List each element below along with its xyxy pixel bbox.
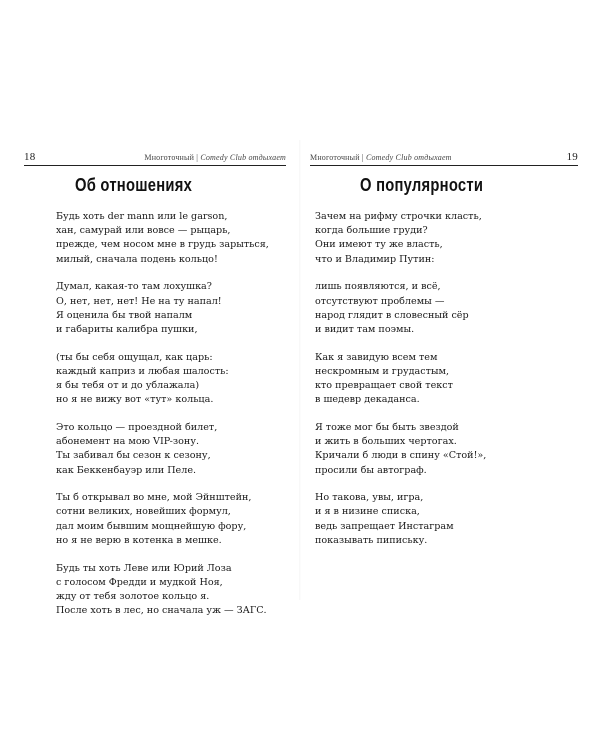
left-page-header (24, 149, 286, 166)
right-poem-body (315, 210, 595, 562)
poem-line: нескромным и грудастым, (315, 365, 450, 377)
poem-line: просили бы автограф. (315, 464, 427, 476)
right-header-title: Comedy Club отдыхает (365, 153, 452, 162)
poem-line: отсутствуют проблемы — (315, 295, 445, 307)
poem-line: но я не вижу вот «тут» кольца. (56, 394, 214, 406)
poem-line: Они имеют ту же власть, (315, 239, 443, 251)
poem-line: и видит там поэмы. (315, 323, 415, 335)
right-stanza-3 (315, 351, 595, 408)
poem-line: Но такова, увы, игра, (315, 492, 424, 504)
poem-line: жду от тебя золотое кольцо я. (56, 590, 210, 602)
poem-line: и я в низине списка, (315, 506, 420, 518)
poem-line: я бы тебя от и до ублажала) (56, 380, 200, 392)
poem-line: Как я завидую всем тем (315, 351, 438, 363)
poem-line: лишь появляются, и всё, (315, 281, 441, 293)
left-poem-body (56, 210, 296, 632)
left-page-number: 18 (24, 151, 36, 163)
poem-line: Будь ты хоть Леве или Юрий Лоза (56, 562, 232, 574)
right-page-number: 19 (566, 151, 578, 163)
right-page (300, 0, 600, 750)
poem-line: Я оценила бы твой напалм (56, 309, 193, 321)
poem-line: с голосом Фредди и мудкой Ноя, (56, 576, 223, 588)
right-stanza-2 (315, 280, 595, 337)
right-poem-title: О популярности (360, 175, 484, 195)
right-running-header (310, 153, 452, 162)
poem-line: когда большие груди? (315, 225, 428, 237)
right-stanza-5 (315, 491, 595, 548)
right-stanza-1 (315, 210, 595, 267)
poem-line: хан, самурай или вовсе — рыцарь, (56, 225, 231, 237)
poem-line: дал моим бывшим мощнейшую фору, (56, 520, 247, 532)
poem-line: как Беккенбауэр или Пеле. (56, 464, 197, 476)
poem-line: Будь хоть der mann или le garson, (56, 211, 228, 222)
poem-line: каждый каприз и любая шалость: (56, 365, 229, 377)
left-stanza-2 (56, 280, 296, 337)
poem-line: и габариты калибра пушки, (56, 323, 198, 335)
poem-line: и жить в больших чертогах. (315, 436, 457, 448)
poem-line: О, нет, нет, нет! Не на ту напал! (56, 295, 222, 307)
left-header-separator: | (196, 153, 199, 162)
left-stanza-4 (56, 421, 296, 478)
left-poem-title: Об отношениях (75, 175, 193, 195)
poem-line: сотни великих, новейших формул, (56, 506, 231, 518)
left-stanza-3 (56, 351, 296, 408)
poem-line: кто превращает свой текст (315, 380, 453, 392)
poem-line: что и Владимир Путин: (315, 253, 435, 265)
right-header-author: Многоточный (310, 153, 360, 162)
right-header-separator: | (361, 153, 364, 162)
right-page-header (310, 149, 578, 166)
poem-line: но я не верю в котенка в мешке. (56, 534, 222, 546)
poem-line: в шедевр декаданса. (315, 394, 420, 406)
poem-line: Зачем на рифму строчки класть, (315, 211, 482, 222)
left-stanza-6 (56, 562, 296, 619)
left-header-author: Многоточный (144, 153, 195, 162)
poem-line: абонемент на мою VIP-зону. (56, 436, 200, 448)
poem-line: Ты забивал бы сезон к сезону, (56, 450, 211, 462)
poem-line: Кричали б люди в спину «Стой!», (315, 450, 487, 462)
poem-line: прежде, чем носом мне в грудь зарыться, (56, 239, 269, 251)
right-stanza-4 (315, 421, 595, 478)
poem-line: Я тоже мог бы быть звездой (315, 421, 459, 433)
left-header-title: Comedy Club отдыхает (200, 153, 286, 162)
poem-line: показывать пипиську. (315, 534, 428, 546)
poem-line: (ты бы себя ощущал, как царь: (56, 351, 213, 363)
poem-line: милый, сначала подень кольцо! (56, 253, 218, 265)
poem-line: Думал, какая-то там лохушка? (56, 281, 212, 293)
poem-line: После хоть в лес, но сначала уж — ЗАГС. (56, 605, 267, 617)
left-stanza-5 (56, 491, 296, 548)
poem-line: Это кольцо — проездной билет, (56, 421, 218, 433)
poem-line: ведь запрещает Инстаграм (315, 520, 454, 532)
left-running-header (144, 153, 286, 162)
poem-line: народ глядит в словесный сёр (315, 309, 469, 321)
poem-line: Ты б открывал во мне, мой Эйнштейн, (56, 492, 252, 504)
left-stanza-1 (56, 210, 296, 267)
